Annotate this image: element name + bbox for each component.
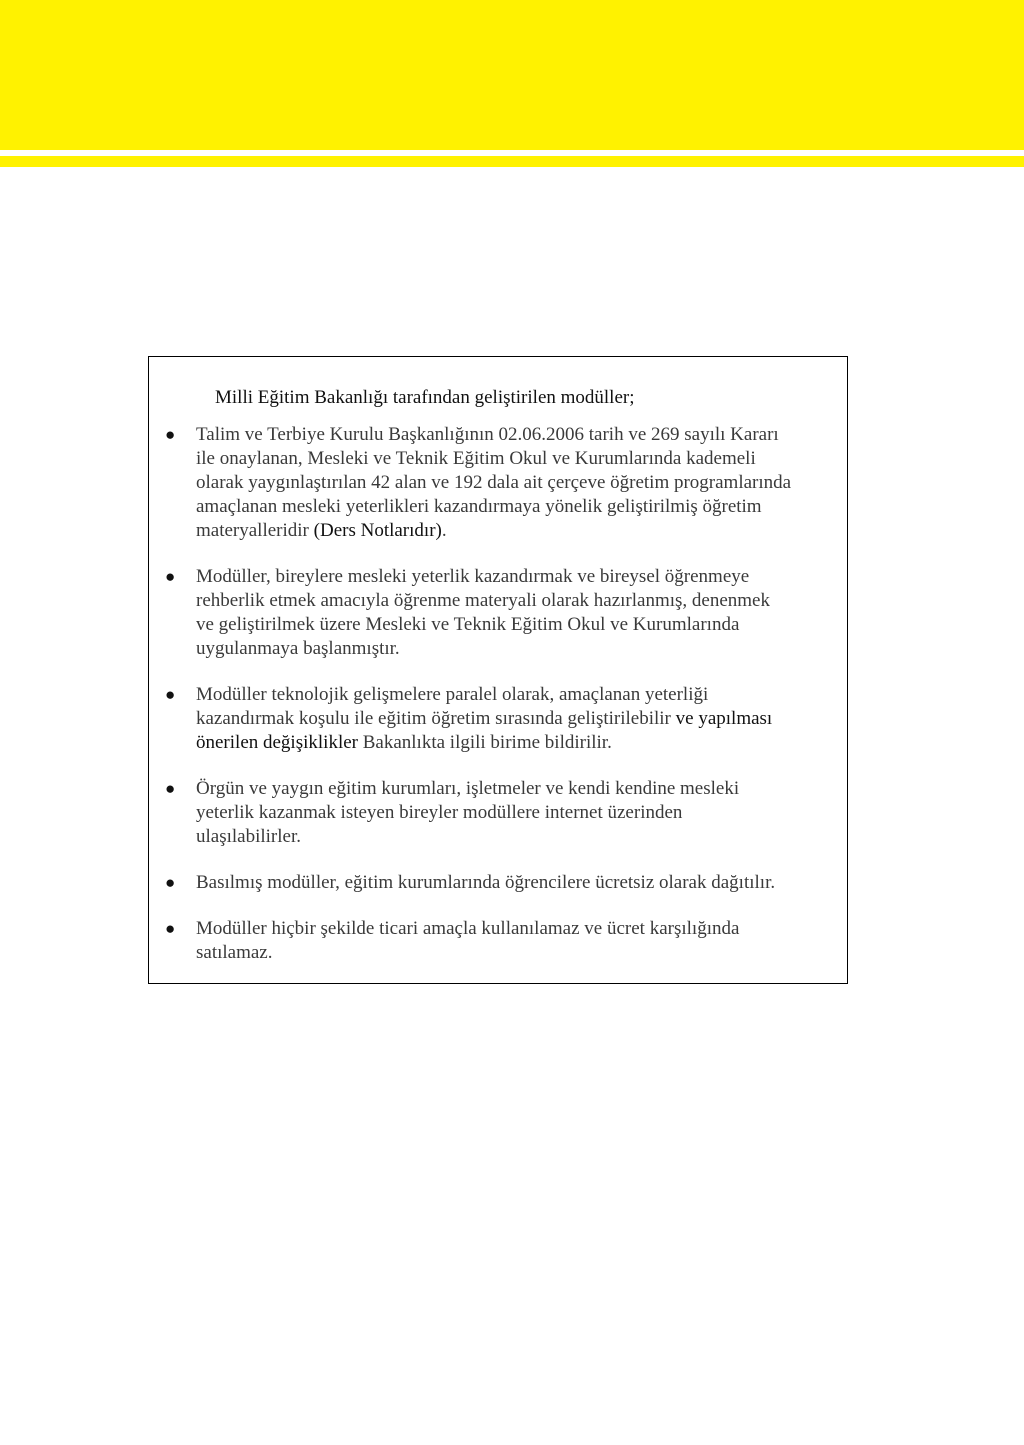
item-line: ile onaylanan, Mesleki ve Teknik Eğitim Okul ve Kurumlarında kademeli [196, 448, 756, 469]
item-line: ve geliştirilmek üzere Mesleki ve Teknik Eğitim Okul ve Kurumlarında [196, 614, 740, 635]
module-notice-box [148, 356, 848, 984]
item-text: materyalleridir [196, 520, 314, 541]
item-text: . [441, 520, 447, 541]
item-line: Basılmış modüller, eğitim kurumlarında öğrencilere ücretsiz olarak dağıtılır. [196, 872, 776, 893]
bullet-icon: ● [165, 779, 176, 798]
header-yellow-stripe [0, 156, 1024, 167]
item-line: olarak yaygınlaştırılan 42 alan ve 192 dala ait çerçeve öğretim programlarında [196, 472, 792, 493]
bullet-icon: ● [165, 425, 176, 444]
bullet-icon: ● [165, 685, 176, 704]
item-line [196, 731, 835, 755]
bullet-icon: ● [165, 567, 176, 586]
item-line: Modüller teknolojik gelişmelere paralel olarak, amaçlanan yeterliği [196, 684, 709, 705]
bullet-icon: ● [165, 919, 176, 938]
notice-intro: Milli Eğitim Bakanlığı tarafından geliştirilen modüller; [215, 387, 635, 408]
item-line: amaçlanan mesleki yeterlikleri kazandırmaya yönelik geliştirilmiş öğretim [196, 496, 762, 517]
list-item [149, 777, 849, 849]
item-line: uygulanmaya başlanmıştır. [196, 638, 400, 659]
item-line-last [196, 519, 835, 543]
list-item [149, 683, 849, 755]
item-line: ulaşılabilirler. [196, 826, 302, 847]
list-item [149, 565, 849, 661]
list-item [149, 423, 849, 543]
item-text: Bakanlıkta ilgili birime bildirilir. [357, 732, 612, 753]
item-line [196, 707, 835, 731]
item-line: satılamaz. [196, 942, 273, 963]
item-line: rehberlik etmek amacıyla öğrenme materyali olarak hazırlanmış, denenmek [196, 590, 770, 611]
item-text: kazandırmak koşulu ile eğitim öğretim sırasında geliştirilebilir [196, 708, 676, 729]
item-line: Modüller hiçbir şekilde ticari amaçla kullanılamaz ve ücret karşılığında [196, 918, 740, 939]
bullet-icon: ● [165, 873, 176, 892]
list-item [149, 871, 849, 895]
ders-notlari-text: (Ders Notlarıdır) [313, 520, 442, 541]
item-text-dark: önerilen değişiklikler [196, 732, 358, 753]
item-text-dark: ve yapılması [675, 708, 773, 729]
list-item [149, 917, 849, 965]
header-yellow-band [0, 0, 1024, 150]
item-line: Örgün ve yaygın eğitim kurumları, işletmeler ve kendi kendine mesleki [196, 778, 740, 799]
item-line: Talim ve Terbiye Kurulu Başkanlığının 02.06.2006 tarih ve 269 sayılı Kararı [196, 424, 779, 445]
notice-bullet-list [149, 423, 849, 965]
item-line: yeterlik kazanmak isteyen bireyler modüllere internet üzerinden [196, 802, 683, 823]
item-line: Modüller, bireylere mesleki yeterlik kazandırmak ve bireysel öğrenmeye [196, 566, 750, 587]
